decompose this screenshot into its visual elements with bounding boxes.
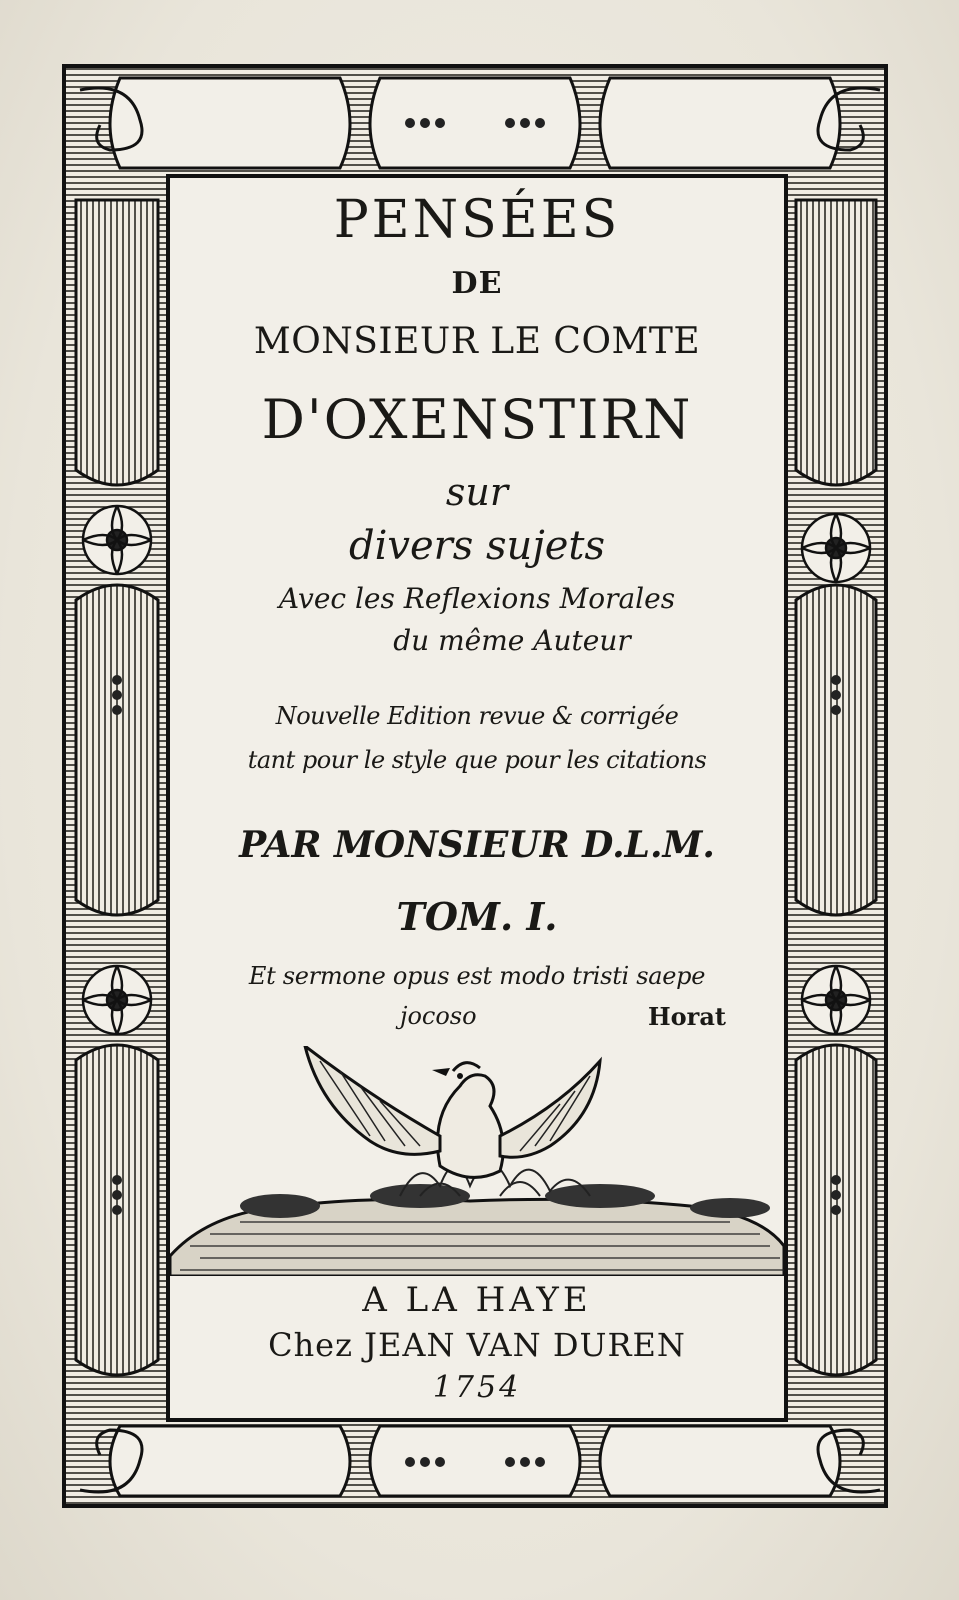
title-de: DE: [451, 266, 503, 301]
subtitle-reflexions: Avec les Reflexions Morales: [278, 582, 676, 615]
title-oxenstirn: D'OXENSTIRN: [261, 388, 693, 451]
edition-line-2: tant pour le style que pour les citations: [247, 746, 707, 774]
motto-attribution-row: [170, 1002, 784, 1042]
volume-label: TOM. I.: [396, 894, 558, 939]
imprint-publisher: Chez JEAN VAN DUREN: [268, 1326, 686, 1364]
motto-end: jocoso: [400, 1002, 477, 1030]
title-panel: [170, 178, 784, 1418]
title-monsieur-le-comte: MONSIEUR LE COMTE: [253, 321, 701, 362]
edition-line-1: Nouvelle Edition revue & corrigée: [275, 702, 679, 730]
phoenix-vignette: [170, 1046, 784, 1276]
imprint-city: A LA HAYE: [362, 1280, 592, 1320]
title-sur: sur: [445, 470, 509, 514]
title-divers-sujets: divers sujets: [349, 523, 605, 569]
motto-line: Et sermone opus est modo tristi saepe: [248, 962, 706, 990]
title-pensees: PENSÉES: [333, 190, 621, 250]
subtitle-meme-auteur: du même Auteur: [393, 624, 631, 657]
motto-author: Horat: [648, 1002, 726, 1031]
author-line: PAR MONSIEUR D.L.M.: [239, 824, 715, 866]
imprint-year: 1754: [432, 1370, 522, 1405]
